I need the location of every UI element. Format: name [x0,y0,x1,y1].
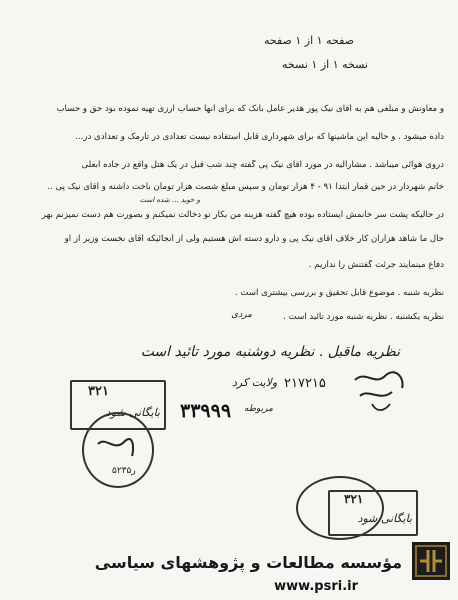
body-line-5: در حالیکه پشت سر خانمش ایستاده بوده هیچ گفته هزینه من بکار تو دخالت نمیکنم و بصورت هم دست نمیزنم بهر [41,210,444,220]
oval-seal-scribble [94,432,138,462]
body-line-3: دروی هوائی میباشد . مشارالیه در مورد آقای نیک پی گفته چند شب قبل در یک هتل واقع در جاده آبعلی [81,160,444,170]
handwritten-note: نظریه ماقبل . نظریه دوشنبه مورد تائید است [140,344,400,360]
body-line-6: حال ما شاهد هزاران کار خلاف آقای نیک پی و دارو دسته اش هستیم ولی از آنجائیکه آقای نخست وزیر از او [64,234,444,244]
institute-name: مؤسسه مطالعات و پژوهشهای سیاسی [94,553,402,572]
handwritten-ref-number: ۲۱۷۲۱۵ [284,376,326,391]
handwritten-ref-label: ولایت کرد [232,376,278,389]
copy-count-label: نسخه ۱ از ۱ نسخه [282,58,368,71]
body-line-1: و معاونش و مبلغی هم به آقای نیک پور هدیر عامل بانک که برای آنها حساب ارزی تهیه نموده بود حق و حساب [56,104,444,114]
opinion-saturday: نظریه شنبه . موضوع قابل تحقیق و بررسی بیشتری است . [234,288,444,298]
archive-stamp-text: بایگانی شود [105,406,160,419]
archive-stamp-number: ۳۲۱ [88,384,109,399]
archive-number-label: مربوطه [244,404,273,414]
corner-note: ۵۲۳ر۵ [112,466,136,476]
body-line-7: دفاع مینمایند جرئت گفتنش را نداریم . [308,260,444,270]
opinion-sunday: نظریه یکشنبه . نظریه شنبه مورد تائید است . [283,312,444,322]
opinion-tag: مردی [231,310,252,320]
archive-number: ۳۳۹۹۹ [180,400,232,422]
signature-scribble [350,368,410,418]
body-overline-note: و خوید ... شده است [139,196,200,204]
bottom-stamp-text: بایگانی شود [357,512,412,525]
institute-url: www.psri.ir [274,579,358,594]
bottom-archive-stamp-box [328,490,418,536]
body-line-4: خانم شهردار در حین قمار ابتدا ۹۱ - ۴ هزار تومان و سپس مبلغ شصت هزار تومان باخت داشته و آقای نیک پی .. [47,182,444,192]
body-line-2: داده میشود . و حالیه این ماشینها که برای شهرداری قابل استفاده نیست تعدادی در تارمک و تعدادی در... [75,132,444,142]
bottom-stamp-number: ۳۲۱ [344,492,364,506]
page-count-label: صفحه ۱ از ۱ صفحه [263,34,354,47]
institute-logo-icon [412,542,450,580]
